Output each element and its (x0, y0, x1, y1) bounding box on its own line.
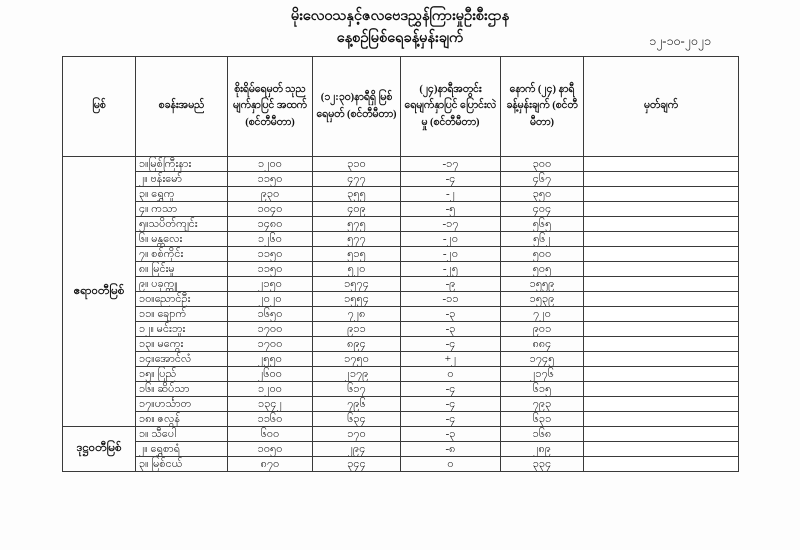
remark-cell (584, 352, 739, 367)
change-24h-cell: -၂၅ (401, 262, 501, 277)
forecast-cell: ၈၈၄ (501, 337, 584, 352)
remark-cell (584, 322, 739, 337)
change-24h-cell: -၉ (401, 277, 501, 292)
station-name-cell: ၉။ ပခုက္ကူ (136, 277, 228, 292)
change-24h-cell: -၂၀ (401, 247, 501, 262)
forecast-cell: ၁၇၄၅ (501, 352, 584, 367)
remark-cell (584, 277, 739, 292)
table-row (63, 427, 739, 442)
remark-cell (584, 382, 739, 397)
remark-cell (584, 307, 739, 322)
danger-level-cell: ၁၆၅၀ (228, 307, 313, 322)
water-level-cell: ၇၉၆ (313, 397, 401, 412)
water-level-cell: ၅၂၀ (313, 262, 401, 277)
change-24h-cell: -၄ (401, 397, 501, 412)
forecast-cell: ၇၉၃ (501, 397, 584, 412)
table-row (63, 442, 739, 457)
table-row (63, 202, 739, 217)
forecast-cell: ၆၃၁ (501, 412, 584, 427)
remark-cell (584, 262, 739, 277)
station-name-cell: ၁၂။ မင်းဘူး (136, 322, 228, 337)
station-name-cell: ၁၀။ညောင်ဦး (136, 292, 228, 307)
table-row (63, 397, 739, 412)
station-name-cell: ၁၈။ ဇလွန် (136, 412, 228, 427)
water-level-cell: ၂၉၄ (313, 442, 401, 457)
station-name-cell: ၁၇။ဟင်္သာတ (136, 397, 228, 412)
col-header-remark: မှတ်ချက် (584, 57, 739, 157)
forecast-cell: ၃၀၀ (501, 157, 584, 172)
table-row (63, 382, 739, 397)
forecast-cell: ၉၀၁ (501, 322, 584, 337)
water-level-cell: ၁၅၇၄ (313, 277, 401, 292)
danger-level-cell: ၂၅၅၀ (228, 352, 313, 367)
water-level-cell: ၇၂၈ (313, 307, 401, 322)
table-row (63, 262, 739, 277)
danger-level-cell: ၉၃၀ (228, 187, 313, 202)
change-24h-cell: ၀ (401, 457, 501, 472)
table-header-row (63, 57, 739, 157)
forecast-cell: ၄၆၇ (501, 172, 584, 187)
station-name-cell: ၄။ ကသာ (136, 202, 228, 217)
change-24h-cell: +၂ (401, 352, 501, 367)
station-name-cell: ၁၅။ ပြည် (136, 367, 228, 382)
danger-level-cell: ၁၁၅၀ (228, 262, 313, 277)
change-24h-cell: -၅ (401, 202, 501, 217)
station-name-cell: ၃။ ရွှေကူ (136, 187, 228, 202)
table-row (63, 217, 739, 232)
station-name-cell: ၁၃။ မကွေး (136, 337, 228, 352)
danger-level-cell: ၂၁၅၀ (228, 277, 313, 292)
forecast-cell: ၅၀၅ (501, 262, 584, 277)
forecast-cell: ၃၅၀ (501, 187, 584, 202)
water-level-cell: ၁၇၅၀ (313, 352, 401, 367)
change-24h-cell: -၁၇ (401, 217, 501, 232)
water-level-cell: ၃၁၀ (313, 157, 401, 172)
danger-level-cell: ၁၃၄၂ (228, 397, 313, 412)
change-24h-cell: -၂ (401, 187, 501, 202)
table-row (63, 307, 739, 322)
table-row (63, 412, 739, 427)
table-row (63, 187, 739, 202)
table-row (63, 157, 739, 172)
remark-cell (584, 427, 739, 442)
remark-cell (584, 412, 739, 427)
change-24h-cell: -၄ (401, 382, 501, 397)
table-row (63, 277, 739, 292)
danger-level-cell: ၁၇၀၀ (228, 322, 313, 337)
river-group-cell: ဧရာဝတီမြစ် (63, 157, 136, 427)
table-row (63, 367, 739, 382)
danger-level-cell: ၁၇၀၀ (228, 337, 313, 352)
table-row (63, 292, 739, 307)
danger-level-cell: ၁၁၅၀ (228, 172, 313, 187)
remark-cell (584, 217, 739, 232)
change-24h-cell: -၈ (401, 442, 501, 457)
station-name-cell: ၂။ ရွှေစာရံ (136, 442, 228, 457)
forecast-cell: ၁၅၃၉ (501, 292, 584, 307)
water-level-cell: ၅၁၅ (313, 247, 401, 262)
water-level-cell: ၂၁၇၉ (313, 367, 401, 382)
remark-cell (584, 457, 739, 472)
remark-cell (584, 442, 739, 457)
forecast-cell: ၅၆၂ (501, 232, 584, 247)
station-name-cell: ၁၆။ ဆိပ်သာ (136, 382, 228, 397)
station-name-cell: ၆။ မန္တလေး (136, 232, 228, 247)
change-24h-cell: -၁၇ (401, 157, 501, 172)
water-level-cell: ၃၄၄ (313, 457, 401, 472)
remark-cell (584, 232, 739, 247)
water-level-cell: ၁၅၅၄ (313, 292, 401, 307)
remark-cell (584, 367, 739, 382)
water-level-cell: ၅၇၅ (313, 217, 401, 232)
change-24h-cell: -၂၀ (401, 232, 501, 247)
forecast-cell: ၁၆၈ (501, 427, 584, 442)
station-name-cell: ၈။ မြင်းမူ (136, 262, 228, 277)
change-24h-cell: -၄ (401, 337, 501, 352)
change-24h-cell: -၃ (401, 427, 501, 442)
table-row (63, 352, 739, 367)
water-level-cell: ၃၅၅ (313, 187, 401, 202)
table-row (63, 322, 739, 337)
remark-cell (584, 172, 739, 187)
remark-cell (584, 247, 739, 262)
station-name-cell: ၁၄။အောင်လံ (136, 352, 228, 367)
remark-cell (584, 337, 739, 352)
danger-level-cell: ၁၀၄၀ (228, 202, 313, 217)
forecast-cell: ၄၀၄ (501, 202, 584, 217)
change-24h-cell: -၄ (401, 172, 501, 187)
station-name-cell: ၇။ စစ်ကိုင်း (136, 247, 228, 262)
danger-level-cell: ၁၁၅၀ (228, 247, 313, 262)
change-24h-cell: -၄ (401, 412, 501, 427)
water-level-cell: ၆၃၄ (313, 412, 401, 427)
danger-level-cell: ၁၀၅၀ (228, 442, 313, 457)
col-header-level-1230: (၁၂:၃၀)နာရီရှိ မြစ်ရေမှတ် (စင်တီမီတာ) (313, 57, 401, 157)
remark-cell (584, 202, 739, 217)
danger-level-cell: ၁၂၀၀ (228, 157, 313, 172)
forecast-cell: ၁၅၅၉ (501, 277, 584, 292)
water-level-cell: ၄၀၉ (313, 202, 401, 217)
table-row (63, 337, 739, 352)
station-name-cell: ၁။မြစ်ကြီးနား (136, 157, 228, 172)
station-name-cell: ၂။ ဗန်းမော် (136, 172, 228, 187)
danger-level-cell: ၆၀၀ (228, 427, 313, 442)
station-name-cell: ၁၁။ ချောက် (136, 307, 228, 322)
report-date: ၁၂-၁၀-၂၀၂၁ (649, 34, 711, 48)
river-group-cell: ဒုဋ္ဌဝတီမြစ် (63, 427, 136, 472)
remark-cell (584, 187, 739, 202)
water-level-cell: ၄၇၇ (313, 172, 401, 187)
table-row (63, 172, 739, 187)
station-name-cell: ၃။ မြစ်ငယ် (136, 457, 228, 472)
table-row (63, 232, 739, 247)
forecast-cell: ၇၂၀ (501, 307, 584, 322)
change-24h-cell: -၃ (401, 307, 501, 322)
station-name-cell: ၅။သပိတ်ကျင်း (136, 217, 228, 232)
col-header-river: မြစ် (63, 57, 136, 157)
remark-cell (584, 397, 739, 412)
table-row (63, 247, 739, 262)
forecast-cell: ၂၁၇၆ (501, 367, 584, 382)
water-level-cell: ၁၇၀ (313, 427, 401, 442)
station-name-cell: ၁။ သီပေါ (136, 427, 228, 442)
danger-level-cell: ၁၂၆၀ (228, 232, 313, 247)
danger-level-cell: ၁၄၈၀ (228, 217, 313, 232)
document-title: နေ့စဉ်မြစ်ရေခန့်မှန်းချက် (336, 29, 464, 46)
danger-level-cell: ၂၆၀၀ (228, 367, 313, 382)
danger-level-cell: ၈၇၀ (228, 457, 313, 472)
forecast-cell: ၂၈၉ (501, 442, 584, 457)
forecast-cell: ၃၃၄ (501, 457, 584, 472)
table-row (63, 457, 739, 472)
danger-level-cell: ၂၀၂၀ (228, 292, 313, 307)
change-24h-cell: ၀ (401, 367, 501, 382)
forecast-cell: ၅၀၀ (501, 247, 584, 262)
change-24h-cell: -၃ (401, 322, 501, 337)
danger-level-cell: ၁၂၀၀ (228, 382, 313, 397)
col-header-danger-level: စိုးရိမ်ရေမှတ် သုည မျက်နှာပြင် အထက် (စင်တီမီတာ) (228, 57, 313, 157)
col-header-change-24h: (၂၄)နာရီအတွင်း ရေမျက်နှာပြင် ပြောင်းလဲမှု (စင်တီမီတာ) (401, 57, 501, 157)
river-forecast-table (62, 56, 739, 472)
forecast-cell: ၅၆၅ (501, 217, 584, 232)
col-header-station: စခန်းအမည် (136, 57, 228, 157)
water-level-cell: ၆၁၇ (313, 382, 401, 397)
department-title: မိုးလေဝသနှင့်ဇလဗေဒညွှန်ကြားမှုဦးစီးဌာန (290, 8, 510, 24)
remark-cell (584, 292, 739, 307)
col-header-forecast-24h: နောက် (၂၄) နာရီ ခန့်မှန်းချက် (စင်တီမီတာ) (501, 57, 584, 157)
danger-level-cell: ၁၁၆၀ (228, 412, 313, 427)
water-level-cell: ၈၉၄ (313, 337, 401, 352)
water-level-cell: ၅၇၇ (313, 232, 401, 247)
forecast-cell: ၆၁၅ (501, 382, 584, 397)
water-level-cell: ၉၁၁ (313, 322, 401, 337)
remark-cell (584, 157, 739, 172)
change-24h-cell: -၁၁ (401, 292, 501, 307)
